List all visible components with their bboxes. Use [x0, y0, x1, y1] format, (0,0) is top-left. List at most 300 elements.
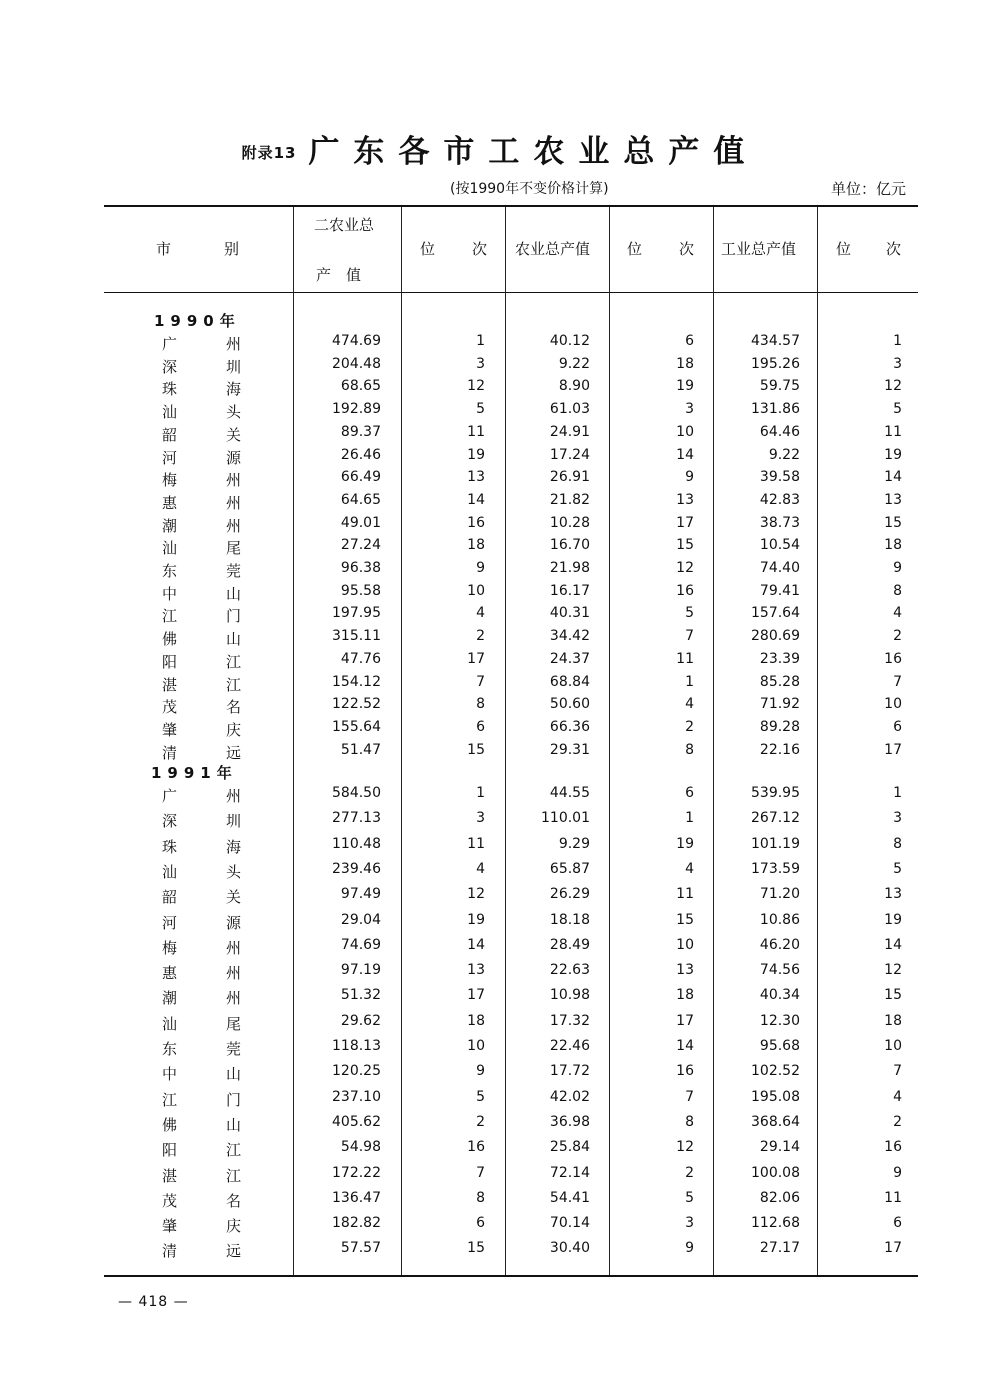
agri-output-cell: 22.46 — [549, 1038, 590, 1054]
ind-output-cell: 10.86 — [759, 911, 800, 928]
header-rank3-a: 位 — [836, 240, 852, 258]
agri-output-cell: 21.98 — [549, 560, 590, 576]
ind-rank-cell: 13 — [884, 886, 902, 903]
ind-output-cell: 29.14 — [759, 1139, 800, 1156]
agri-output-cell: 8.90 — [558, 378, 590, 395]
city-name-first: 汕 — [162, 539, 178, 558]
total-rank-cell: 6 — [476, 1215, 485, 1232]
header-ind: 工业总产值 — [721, 240, 797, 258]
total-rank-cell: 12 — [467, 886, 485, 903]
agri-rank-cell: 4 — [685, 696, 694, 713]
agri-rank-cell: 12 — [676, 560, 694, 576]
city-name-first: 梅 — [162, 471, 178, 490]
ind-rank-cell: 16 — [884, 650, 902, 667]
total-rank-cell: 13 — [467, 469, 485, 486]
city-name-second: 尾 — [226, 539, 242, 558]
city-name-first: 韶 — [162, 425, 178, 444]
total-output-cell: 584.50 — [332, 785, 381, 801]
city-name-second: 海 — [226, 837, 242, 856]
city-name-first: 惠 — [162, 964, 178, 983]
city-name-second: 江 — [226, 1166, 242, 1185]
total-output-cell: 27.24 — [340, 537, 381, 554]
ind-rank-cell: 6 — [893, 1215, 902, 1232]
total-output-cell: 155.64 — [332, 718, 381, 735]
city-name-first: 江 — [162, 607, 178, 626]
city-name-second: 莞 — [226, 1040, 242, 1058]
agri-rank-cell: 16 — [676, 1063, 694, 1080]
title-block — [0, 126, 1000, 171]
city-name-first: 惠 — [162, 493, 178, 512]
agri-output-cell: 44.55 — [549, 785, 590, 801]
city-name-first: 深 — [162, 357, 178, 376]
agri-output-cell: 16.70 — [549, 537, 590, 554]
total-output-cell: 120.25 — [332, 1063, 381, 1080]
total-rank-cell: 13 — [467, 962, 485, 979]
header-rank2-a: 位 — [627, 240, 643, 258]
city-name-second: 源 — [226, 913, 242, 932]
city-name-first: 东 — [162, 562, 178, 580]
ind-output-cell: 280.69 — [751, 628, 800, 645]
agri-rank-cell: 13 — [676, 491, 694, 508]
total-output-cell: 197.95 — [332, 605, 381, 622]
ind-output-cell: 131.86 — [751, 401, 800, 418]
agri-output-cell: 40.31 — [549, 605, 590, 622]
ind-output-cell: 59.75 — [759, 378, 800, 395]
city-name-first: 汕 — [162, 862, 178, 881]
ind-rank-cell: 3 — [893, 355, 902, 372]
city-name-second: 关 — [226, 888, 242, 907]
agri-rank-cell: 2 — [685, 1164, 694, 1181]
agri-output-cell: 26.91 — [549, 469, 590, 486]
city-name-second: 头 — [226, 403, 242, 422]
city-name-first: 清 — [162, 1242, 178, 1261]
total-output-cell: 26.46 — [340, 446, 381, 463]
agri-output-cell: 70.14 — [549, 1215, 590, 1232]
city-name-first: 江 — [162, 1090, 178, 1109]
subtitle: (按1990年不变价格计算) — [450, 181, 609, 197]
city-name-first: 中 — [162, 1065, 178, 1084]
total-rank-cell: 17 — [467, 987, 485, 1004]
total-output-cell: 110.48 — [332, 835, 381, 852]
agri-output-cell: 17.32 — [549, 1012, 590, 1029]
agri-rank-cell: 18 — [676, 355, 694, 372]
city-name-second: 远 — [226, 1242, 242, 1261]
total-rank-cell: 3 — [476, 810, 485, 827]
ind-output-cell: 434.57 — [751, 333, 800, 349]
agri-rank-cell: 15 — [676, 911, 694, 928]
city-name-second: 州 — [226, 335, 242, 353]
total-output-cell: 315.11 — [332, 628, 381, 645]
total-output-cell: 182.82 — [332, 1215, 381, 1232]
agri-output-cell: 17.72 — [549, 1063, 590, 1080]
ind-output-cell: 74.56 — [759, 962, 800, 979]
city-name-first: 中 — [162, 584, 178, 603]
agri-output-cell: 29.31 — [549, 741, 590, 758]
ind-rank-cell: 3 — [893, 810, 902, 827]
header-rank1-a: 位 — [420, 240, 436, 258]
header-total-b: 产 值 — [316, 266, 362, 284]
total-rank-cell: 19 — [467, 911, 485, 928]
agri-rank-cell: 9 — [685, 469, 694, 486]
ind-output-cell: 39.58 — [759, 469, 800, 486]
ind-rank-cell: 19 — [884, 911, 902, 928]
agri-rank-cell: 9 — [685, 1240, 694, 1257]
total-output-cell: 277.13 — [332, 810, 381, 827]
total-rank-cell: 9 — [476, 1063, 485, 1080]
ind-rank-cell: 2 — [893, 1113, 902, 1130]
total-rank-cell: 15 — [467, 1240, 485, 1257]
agri-rank-cell: 11 — [676, 886, 694, 903]
total-rank-cell: 19 — [467, 446, 485, 463]
city-name-first: 湛 — [162, 675, 178, 694]
city-name-first: 茂 — [162, 698, 178, 717]
agri-output-cell: 10.98 — [549, 987, 590, 1004]
city-name-first: 湛 — [162, 1166, 178, 1185]
city-name-first: 珠 — [162, 380, 178, 399]
ind-rank-cell: 1 — [893, 333, 902, 349]
city-name-second: 州 — [226, 964, 242, 983]
total-rank-cell: 8 — [476, 1189, 485, 1206]
agri-output-cell: 10.28 — [549, 514, 590, 531]
total-rank-cell: 16 — [467, 514, 485, 531]
total-rank-cell: 11 — [467, 835, 485, 852]
ind-rank-cell: 18 — [884, 1012, 902, 1029]
ind-output-cell: 42.83 — [759, 491, 800, 508]
city-name-second: 山 — [226, 630, 242, 649]
agri-output-cell: 61.03 — [549, 401, 590, 418]
agri-rank-cell: 7 — [685, 1088, 694, 1105]
total-output-cell: 154.12 — [332, 673, 381, 690]
agri-output-cell: 9.29 — [558, 835, 590, 852]
agri-rank-cell: 14 — [676, 1038, 694, 1054]
agri-rank-cell: 19 — [676, 378, 694, 395]
total-output-cell: 49.01 — [340, 514, 381, 531]
agri-rank-cell: 5 — [685, 605, 694, 622]
total-rank-cell: 6 — [476, 718, 485, 735]
agri-rank-cell: 4 — [685, 860, 694, 877]
city-name-first: 韶 — [162, 888, 178, 907]
agri-output-cell: 65.87 — [549, 860, 590, 877]
total-rank-cell: 5 — [476, 1088, 485, 1105]
total-rank-cell: 2 — [476, 628, 485, 645]
table-bottom-rule — [104, 1275, 918, 1277]
total-output-cell: 172.22 — [332, 1164, 381, 1181]
ind-output-cell: 195.08 — [751, 1088, 800, 1105]
city-name-first: 汕 — [162, 403, 178, 422]
city-name-second: 圳 — [226, 357, 242, 376]
city-name-second: 州 — [226, 938, 242, 957]
city-name-first: 茂 — [162, 1191, 178, 1210]
ind-output-cell: 368.64 — [751, 1113, 800, 1130]
total-rank-cell: 1 — [476, 333, 485, 349]
ind-rank-cell: 13 — [884, 491, 902, 508]
city-name-second: 名 — [226, 1191, 242, 1210]
total-rank-cell: 9 — [476, 560, 485, 576]
city-name-second: 门 — [226, 1090, 242, 1109]
total-rank-cell: 1 — [476, 785, 485, 801]
total-rank-cell: 15 — [467, 741, 485, 758]
ind-output-cell: 22.16 — [759, 741, 800, 758]
city-name-first: 肇 — [162, 1217, 178, 1236]
ind-output-cell: 539.95 — [751, 785, 800, 801]
total-rank-cell: 10 — [467, 1038, 485, 1054]
agri-output-cell: 36.98 — [549, 1113, 590, 1130]
total-output-cell: 237.10 — [332, 1088, 381, 1105]
city-name-first: 肇 — [162, 720, 178, 739]
city-name-first: 潮 — [162, 989, 178, 1008]
city-name-second: 江 — [226, 675, 242, 694]
ind-output-cell: 85.28 — [759, 673, 800, 690]
ind-output-cell: 71.92 — [759, 696, 800, 713]
city-name-second: 圳 — [226, 812, 242, 831]
agri-output-cell: 30.40 — [549, 1240, 590, 1257]
total-rank-cell: 4 — [476, 860, 485, 877]
city-name-first: 佛 — [162, 1115, 178, 1134]
ind-output-cell: 173.59 — [751, 860, 800, 877]
agri-rank-cell: 3 — [685, 401, 694, 418]
city-name-second: 头 — [226, 862, 242, 881]
appendix-number: 附录13 — [241, 144, 297, 162]
ind-output-cell: 267.12 — [751, 810, 800, 827]
total-rank-cell: 10 — [467, 582, 485, 599]
ind-rank-cell: 6 — [893, 718, 902, 735]
ind-output-cell: 23.39 — [759, 650, 800, 667]
header-agri: 农业总产值 — [515, 240, 591, 258]
total-rank-cell: 12 — [467, 378, 485, 395]
agri-rank-cell: 10 — [676, 936, 694, 953]
city-name-first: 河 — [162, 448, 178, 467]
agri-output-cell: 24.37 — [549, 650, 590, 667]
ind-output-cell: 82.06 — [759, 1189, 800, 1206]
city-name-first: 河 — [162, 913, 178, 932]
ind-rank-cell: 4 — [893, 605, 902, 622]
ind-rank-cell: 10 — [884, 696, 902, 713]
agri-output-cell: 72.14 — [549, 1164, 590, 1181]
ind-output-cell: 195.26 — [751, 355, 800, 372]
header-rank3-b: 次 — [886, 240, 902, 258]
agri-rank-cell: 13 — [676, 962, 694, 979]
total-output-cell: 239.46 — [332, 860, 381, 877]
total-output-cell: 54.98 — [340, 1139, 381, 1156]
total-output-cell: 68.65 — [340, 378, 381, 395]
ind-rank-cell: 7 — [893, 673, 902, 690]
header-city-b: 别 — [224, 240, 240, 258]
agri-rank-cell: 16 — [676, 582, 694, 599]
ind-rank-cell: 11 — [884, 423, 902, 440]
year-heading: 1991年 — [151, 764, 238, 782]
total-rank-cell: 14 — [467, 936, 485, 953]
agri-rank-cell: 17 — [676, 514, 694, 531]
ind-output-cell: 71.20 — [759, 886, 800, 903]
agri-rank-cell: 19 — [676, 835, 694, 852]
total-rank-cell: 7 — [476, 673, 485, 690]
ind-rank-cell: 14 — [884, 469, 902, 486]
city-name-first: 梅 — [162, 938, 178, 957]
city-name-second: 江 — [226, 652, 242, 671]
total-output-cell: 51.32 — [340, 987, 381, 1004]
agri-rank-cell: 14 — [676, 446, 694, 463]
ind-output-cell: 40.34 — [759, 987, 800, 1004]
ind-rank-cell: 12 — [884, 378, 902, 395]
total-output-cell: 192.89 — [332, 401, 381, 418]
total-output-cell: 89.37 — [340, 423, 381, 440]
total-rank-cell: 18 — [467, 537, 485, 554]
city-name-second: 山 — [226, 1065, 242, 1084]
header-rank2-b: 次 — [679, 240, 695, 258]
total-output-cell: 118.13 — [332, 1038, 381, 1054]
city-name-second: 海 — [226, 380, 242, 399]
city-name-first: 珠 — [162, 837, 178, 856]
total-output-cell: 29.62 — [340, 1012, 381, 1029]
city-name-first: 潮 — [162, 516, 178, 535]
ind-rank-cell: 18 — [884, 537, 902, 554]
ind-rank-cell: 8 — [893, 835, 902, 852]
city-name-first: 广 — [162, 787, 178, 805]
ind-output-cell: 95.68 — [759, 1038, 800, 1054]
agri-output-cell: 18.18 — [549, 911, 590, 928]
city-name-second: 名 — [226, 698, 242, 717]
total-rank-cell: 11 — [467, 423, 485, 440]
year-heading: 1990年 — [154, 312, 241, 330]
agri-output-cell: 28.49 — [549, 936, 590, 953]
unit-label: 单位：亿元 — [830, 180, 906, 198]
ind-output-cell: 27.17 — [759, 1240, 800, 1257]
ind-rank-cell: 16 — [884, 1139, 902, 1156]
ind-output-cell: 79.41 — [759, 582, 800, 599]
ind-rank-cell: 17 — [884, 741, 902, 758]
ind-output-cell: 101.19 — [751, 835, 800, 852]
total-output-cell: 57.57 — [340, 1240, 381, 1257]
city-name-second: 山 — [226, 1115, 242, 1134]
total-rank-cell: 2 — [476, 1113, 485, 1130]
total-output-cell: 136.47 — [332, 1189, 381, 1206]
total-output-cell: 474.69 — [332, 333, 381, 349]
total-output-cell: 29.04 — [340, 911, 381, 928]
agri-output-cell: 17.24 — [549, 446, 590, 463]
header-rank1-b: 次 — [472, 240, 488, 258]
city-name-second: 州 — [226, 989, 242, 1008]
city-name-first: 汕 — [162, 1014, 178, 1033]
ind-rank-cell: 15 — [884, 514, 902, 531]
agri-rank-cell: 11 — [676, 650, 694, 667]
ind-rank-cell: 1 — [893, 785, 902, 801]
agri-rank-cell: 10 — [676, 423, 694, 440]
agri-rank-cell: 6 — [685, 785, 694, 801]
agri-output-cell: 110.01 — [541, 810, 590, 827]
ind-output-cell: 38.73 — [759, 514, 800, 531]
total-rank-cell: 17 — [467, 650, 485, 667]
city-name-first: 深 — [162, 812, 178, 831]
ind-rank-cell: 10 — [884, 1038, 902, 1054]
agri-output-cell: 42.02 — [549, 1088, 590, 1105]
city-name-second: 州 — [226, 787, 242, 805]
total-rank-cell: 8 — [476, 696, 485, 713]
agri-output-cell: 22.63 — [549, 962, 590, 979]
agri-output-cell: 25.84 — [549, 1139, 590, 1156]
ind-rank-cell: 9 — [893, 1164, 902, 1181]
ind-rank-cell: 7 — [893, 1063, 902, 1080]
city-name-second: 尾 — [226, 1014, 242, 1033]
page-title: 广东各市工农业总产值 — [308, 134, 759, 170]
header-city-a: 市 — [156, 240, 172, 258]
ind-output-cell: 100.08 — [751, 1164, 800, 1181]
city-name-second: 州 — [226, 493, 242, 512]
city-name-first: 佛 — [162, 630, 178, 649]
city-name-second: 远 — [226, 743, 242, 762]
header-total-a: 二农业总 — [314, 216, 375, 234]
header-bottom-rule — [104, 292, 918, 293]
agri-rank-cell: 1 — [685, 673, 694, 690]
ind-output-cell: 74.40 — [759, 560, 800, 576]
ind-rank-cell: 9 — [893, 560, 902, 576]
total-output-cell: 74.69 — [340, 936, 381, 953]
city-name-second: 庆 — [226, 720, 242, 739]
ind-output-cell: 9.22 — [768, 446, 800, 463]
ind-rank-cell: 8 — [893, 582, 902, 599]
ind-output-cell: 64.46 — [759, 423, 800, 440]
agri-rank-cell: 7 — [685, 628, 694, 645]
city-name-second: 州 — [226, 471, 242, 490]
agri-rank-cell: 5 — [685, 1189, 694, 1206]
agri-output-cell: 50.60 — [549, 696, 590, 713]
total-output-cell: 51.47 — [340, 741, 381, 758]
agri-output-cell: 26.29 — [549, 886, 590, 903]
agri-rank-cell: 8 — [685, 1113, 694, 1130]
total-rank-cell: 14 — [467, 491, 485, 508]
agri-rank-cell: 3 — [685, 1215, 694, 1232]
total-output-cell: 204.48 — [332, 355, 381, 372]
agri-rank-cell: 18 — [676, 987, 694, 1004]
agri-rank-cell: 1 — [685, 810, 694, 827]
table-top-rule — [104, 205, 918, 207]
total-rank-cell: 16 — [467, 1139, 485, 1156]
total-rank-cell: 3 — [476, 355, 485, 372]
agri-rank-cell: 8 — [685, 741, 694, 758]
city-name-first: 广 — [162, 335, 178, 353]
city-name-second: 州 — [226, 516, 242, 535]
total-output-cell: 64.65 — [340, 491, 381, 508]
page-number: — 418 — — [118, 1294, 189, 1310]
city-name-first: 东 — [162, 1040, 178, 1058]
city-name-second: 山 — [226, 584, 242, 603]
agri-rank-cell: 17 — [676, 1012, 694, 1029]
ind-output-cell: 112.68 — [751, 1215, 800, 1232]
agri-rank-cell: 6 — [685, 333, 694, 349]
agri-output-cell: 68.84 — [549, 673, 590, 690]
ind-output-cell: 89.28 — [759, 718, 800, 735]
total-output-cell: 96.38 — [340, 560, 381, 576]
total-rank-cell: 18 — [467, 1012, 485, 1029]
ind-rank-cell: 4 — [893, 1088, 902, 1105]
agri-output-cell: 24.91 — [549, 423, 590, 440]
ind-rank-cell: 15 — [884, 987, 902, 1004]
total-output-cell: 95.58 — [340, 582, 381, 599]
agri-rank-cell: 2 — [685, 718, 694, 735]
agri-output-cell: 66.36 — [549, 718, 590, 735]
agri-output-cell: 40.12 — [549, 333, 590, 349]
ind-rank-cell: 11 — [884, 1189, 902, 1206]
ind-rank-cell: 19 — [884, 446, 902, 463]
ind-output-cell: 157.64 — [751, 605, 800, 622]
ind-rank-cell: 14 — [884, 936, 902, 953]
ind-output-cell: 12.30 — [759, 1012, 800, 1029]
total-output-cell: 47.76 — [340, 650, 381, 667]
city-name-second: 关 — [226, 425, 242, 444]
city-name-first: 阳 — [162, 1141, 178, 1160]
ind-output-cell: 10.54 — [759, 537, 800, 554]
ind-rank-cell: 12 — [884, 962, 902, 979]
ind-rank-cell: 5 — [893, 401, 902, 418]
